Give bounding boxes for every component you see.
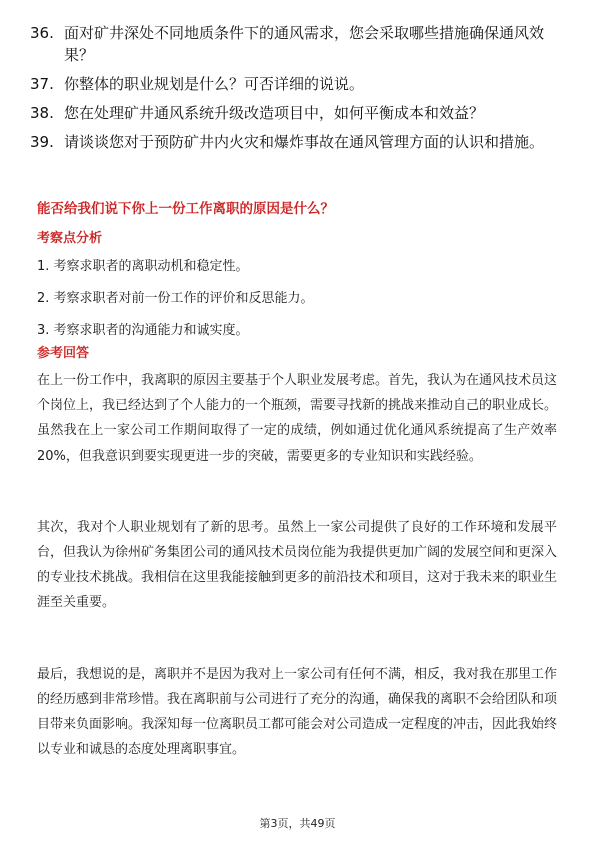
question-number: 36.: [30, 24, 54, 42]
question-item: [30, 102, 570, 124]
answer-heading: 参考回答: [37, 346, 90, 361]
question-text: 面对矿井深处不同地质条件下的通风需求，您会采取哪些措施确保通风效果？: [64, 24, 545, 64]
interview-question-heading: 能否给我们说下你上一份工作离职的原因是什么？: [37, 201, 334, 217]
answer-body: [37, 368, 557, 808]
answer-paragraph: 在上一份工作中，我离职的原因主要基于个人职业发展考虑。首先，我认为在通风技术员这个岗位上，我已经达到了个人能力的一个瓶颈，需要寻找新的挑战来推动自己的职业成长。虽然我在上一家公司工作期间取得了一定的成绩，例如通过优化通风系统提高了生产效率20%，但我意识到要实现更进一步的突破，需要更多的专业知识和实践经验。: [37, 373, 558, 464]
question-item: [30, 73, 570, 95]
analysis-point: 3. 考察求职者的沟通能力和诚实度。: [37, 323, 249, 338]
question-number: 38.: [30, 104, 54, 122]
question-text: 你整体的职业规划是什么？可否详细的说说。: [64, 75, 365, 93]
question-number: 37.: [30, 75, 54, 93]
analysis-point: 1. 考察求职者的离职动机和稳定性。: [37, 259, 249, 274]
question-text: 请谈谈您对于预防矿井内火灾和爆炸事故在通风管理方面的认识和措施。: [64, 133, 545, 151]
page-footer: 第3页，共49页: [259, 817, 336, 830]
question-item: [30, 22, 570, 66]
question-text: 您在处理矿井通风系统升级改造项目中，如何平衡成本和效益？: [64, 104, 485, 122]
analysis-point: 2. 考察求职者对前一份工作的评价和反思能力。: [37, 291, 314, 306]
answer-paragraph: 最后，我想说的是，离职并不是因为我对上一家公司有任何不满，相反，我对我在那里工作的经历感到非常珍惜。我在离职前与公司进行了充分的沟通，确保我的离职不会给团队和项目带来负面影响。我深知每一位离职员工都可能会对公司造成一定程度的冲击，因此我始终以专业和诚恳的态度处理离职事宜。: [37, 666, 558, 758]
question-number: 39.: [30, 133, 54, 151]
answer-paragraph: 其次，我对个人职业规划有了新的思考。虽然上一家公司提供了良好的工作环境和发展平台，但我认为徐州矿务集团公司的通风技术员岗位能为我提供更加广阔的发展空间和更深入的专业技术挑战。我相信在这里我能接触到更多的前沿技术和项目，这对于我未来的职业生涯至关重要。: [37, 519, 558, 611]
analysis-points: [37, 258, 557, 354]
question-list: [30, 22, 570, 160]
analysis-heading: 考察点分析: [37, 231, 103, 246]
question-item: [30, 131, 570, 153]
